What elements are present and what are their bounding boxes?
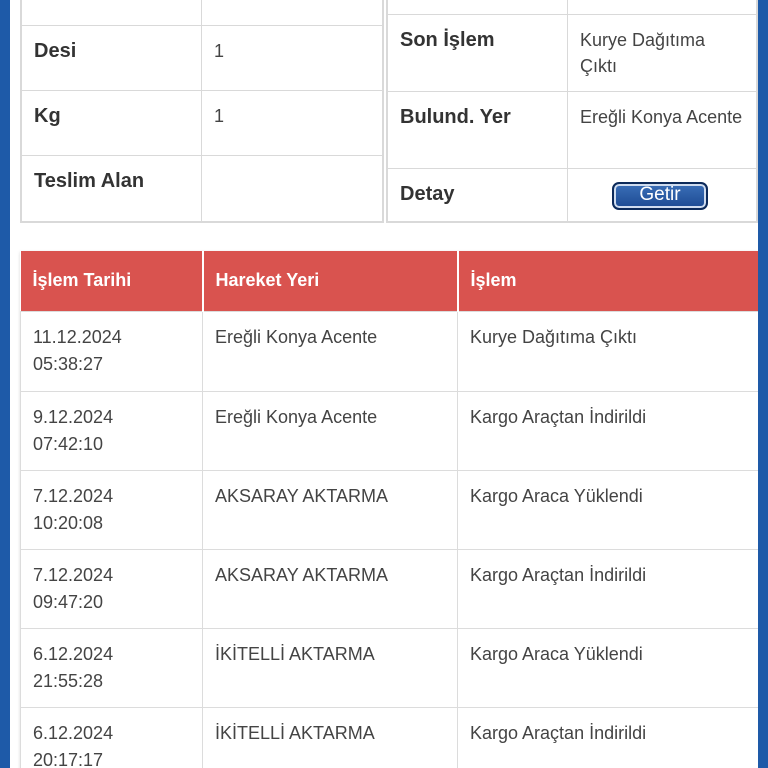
time-text: 20:17:17: [33, 749, 104, 768]
movements-header-row: [21, 251, 759, 311]
getir-button[interactable]: Getir: [612, 182, 708, 210]
info-value: [202, 0, 382, 26]
cell-action: Kargo Araca Yüklendi: [458, 628, 759, 707]
info-value-teslim-alan: [202, 156, 382, 223]
table-row: [21, 311, 759, 391]
info-row-kg: [22, 91, 382, 156]
cell-location: AKSARAY AKTARMA: [203, 470, 458, 549]
info-label-desi: Desi: [22, 26, 202, 90]
date-text: 9.12.2024: [33, 406, 114, 427]
time-text: 07:42:10: [33, 433, 104, 454]
header-hareket-yeri[interactable]: Hareket Yeri: [203, 251, 458, 311]
shipment-info: [20, 0, 758, 223]
cell-date: [21, 391, 203, 470]
cell-action: Kargo Araçtan İndirildi: [458, 391, 759, 470]
info-value-bulund-yer: Ereğli Konya Acente: [580, 107, 743, 127]
info-label-bulund-yer: Bulund. Yer: [388, 92, 568, 168]
info-label: [22, 0, 202, 28]
info-value-detay: [568, 169, 756, 223]
cell-action: Kargo Araçtan İndirildi: [458, 707, 759, 768]
info-row-teslim-alan: [22, 156, 382, 223]
header-islem-tarihi[interactable]: İşlem Tarihi: [21, 251, 203, 311]
info-value-kg: 1: [214, 106, 225, 126]
info-row-bulund-yer: [388, 92, 756, 169]
page-frame: [10, 0, 758, 768]
shipment-info-right-table: [386, 0, 758, 223]
info-label-kg: Kg: [22, 91, 202, 155]
cell-action: Kargo Araca Yüklendi: [458, 470, 759, 549]
info-row-top-left: [22, 0, 382, 26]
date-text: 6.12.2024: [33, 722, 114, 743]
time-text: 10:20:08: [33, 512, 104, 533]
cell-location: AKSARAY AKTARMA: [203, 549, 458, 628]
cell-date: [21, 707, 203, 768]
cell-date: [21, 549, 203, 628]
cell-location: Ereğli Konya Acente: [203, 311, 458, 391]
info-label-detay: Detay: [388, 169, 568, 223]
date-text: 11.12.2024: [33, 326, 122, 347]
date-text: 7.12.2024: [33, 485, 114, 506]
cell-date: [21, 628, 203, 707]
movements-table: [20, 251, 758, 768]
table-row: [21, 707, 759, 768]
cell-action: Kargo Araçtan İndirildi: [458, 549, 759, 628]
cell-location: İKİTELLİ AKTARMA: [203, 707, 458, 768]
header-islem[interactable]: İşlem: [458, 251, 759, 311]
cell-location: İKİTELLİ AKTARMA: [203, 628, 458, 707]
info-value-son-islem: Kurye Dağıtıma Çıktı: [580, 30, 706, 76]
table-row: [21, 470, 759, 549]
shipment-info-left-table: [20, 0, 384, 223]
time-text: 21:55:28: [33, 670, 104, 691]
info-row-top-right: [388, 0, 756, 15]
cell-location: Ereğli Konya Acente: [203, 391, 458, 470]
info-label-son-islem: Son İşlem: [388, 15, 568, 91]
table-row: [21, 391, 759, 470]
table-row: [21, 549, 759, 628]
date-text: 6.12.2024: [33, 643, 114, 664]
table-row: [21, 628, 759, 707]
info-row-son-islem: [388, 15, 756, 92]
info-label-teslim-alan: Teslim Alan: [22, 156, 202, 223]
cell-date: [21, 311, 203, 391]
info-row-detay: [388, 169, 756, 223]
info-row-desi: [22, 26, 382, 91]
cell-date: [21, 470, 203, 549]
time-text: 05:38:27: [33, 353, 104, 374]
date-text: 7.12.2024: [33, 564, 114, 585]
cell-action: Kurye Dağıtıma Çıktı: [458, 311, 759, 391]
info-value-desi: 1: [214, 41, 225, 61]
time-text: 09:47:20: [33, 591, 104, 612]
